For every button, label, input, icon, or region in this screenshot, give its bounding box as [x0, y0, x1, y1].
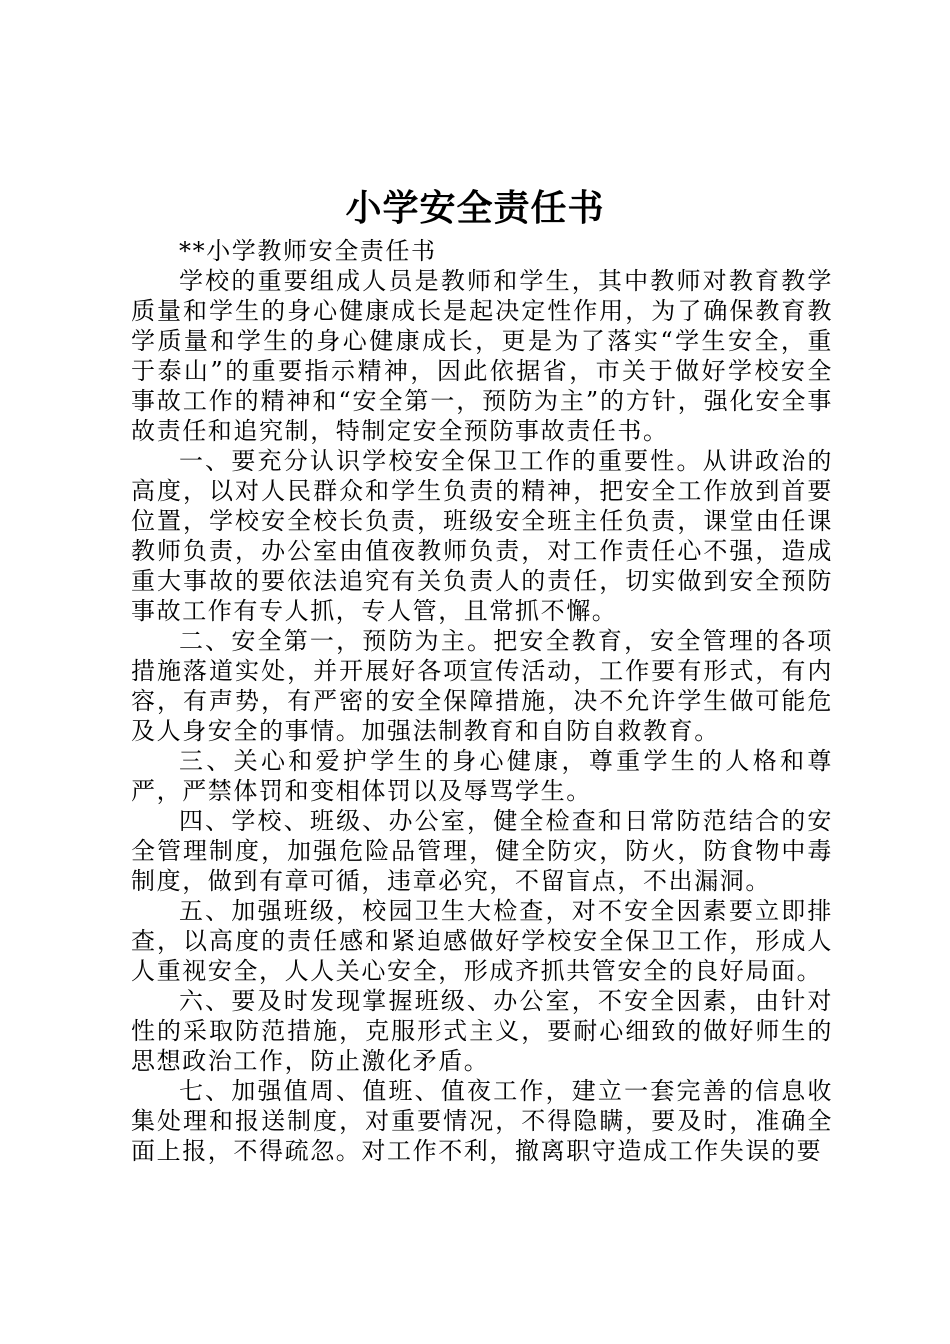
- paragraph-item-1: 一、要充分认识学校安全保卫工作的重要性。从讲政治的高度，以对人民群众和学生负责的精神，把安全工作放到首要位置，学校安全校长负责，班级安全班主任负责，课堂由任课教师负责，办公室由值夜教师负责，对工作责任心不强，造成重大事故的要依法追究有关负责人的责任，切实做到安全预防事故工作有专人抓，专人管，且常抓不懈。: [131, 447, 833, 625]
- document-body: [131, 236, 833, 1166]
- paragraph-item-7: 七、加强值周、值班、值夜工作，建立一套完善的信息收集处理和报送制度，对重要情况，不得隐瞒，要及时，准确全面上报，不得疏忽。对工作不利，撤离职守造成工作失误的要: [131, 1077, 833, 1165]
- paragraph-intro: 学校的重要组成人员是教师和学生，其中教师对教育教学质量和学生的身心健康成长是起决定性作用，为了确保教育教学质量和学生的身心健康成长，更是为了落实“学生安全，重于泰山”的重要指示精神，因此依据省，市关于做好学校安全事故工作的精神和“安全第一，预防为主”的方针，强化安全事故责任和追究制，特制定安全预防事故责任书。: [131, 267, 833, 445]
- paragraph-item-5: 五、加强班级，校园卫生大检查，对不安全因素要立即排查，以高度的责任感和紧迫感做好学校安全保卫工作，形成人人重视安全，人人关心安全，形成齐抓共管安全的良好局面。: [131, 897, 833, 985]
- paragraph-item-4: 四、学校、班级、办公室，健全检查和日常防范结合的安全管理制度，加强危险品管理，健全防灾，防火，防食物中毒制度，做到有章可循，违章必究，不留盲点，不出漏洞。: [131, 807, 833, 895]
- paragraph-subtitle: **小学教师安全责任书: [179, 237, 437, 265]
- paragraph-item-3: 三、关心和爱护学生的身心健康，尊重学生的人格和尊严，严禁体罚和变相体罚以及辱骂学生。: [131, 747, 833, 805]
- paragraph-item-2: 二、安全第一，预防为主。把安全教育，安全管理的各项措施落道实处，并开展好各项宣传活动，工作要有形式，有内容，有声势，有严密的安全保障措施，决不允许学生做可能危及人身安全的事情。加强法制教育和自防自救教育。: [131, 627, 833, 745]
- document-title: 小学安全责任书: [345, 187, 605, 229]
- paragraph-item-6: 六、要及时发现掌握班级、办公室，不安全因素，由针对性的采取防范措施，克服形式主义，要耐心细致的做好师生的思想政治工作，防止激化矛盾。: [131, 987, 833, 1075]
